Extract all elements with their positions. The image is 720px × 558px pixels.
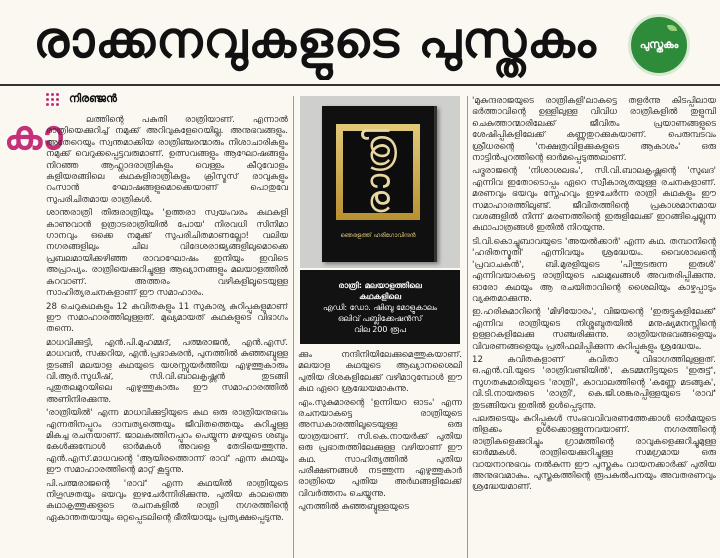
article-column-3 — [472, 96, 716, 558]
paragraph: ശാന്തരാത്രി തിരുരാത്രിയും 'ഉത്തരാ സ്വയംവരം കഥകളി കാണുവാൻ ഉത്രാടരാത്രിയിൽ പോയ' നിരവധി സിനിമാ ഗാനവും ഒക്കെ നമുക്ക് സുപരിചിതമാണല്ലോ! വലിയ നഗരങ്ങളിലും ചില വിദേശരാജ്യങ്ങളിലുമൊക്കെ പ്രബലമായിക്കഴിഞ്ഞ രാവാഘോഷം ഇനിയും ഇവിടെ അപ്രാപ്യം. രാത്രിയെക്കുറിച്ചുള്ള ആഖ്യാനങ്ങളും മലയാളത്തിൽ കുറവാണ്. അത്തരം വഴികളിലൂടെയുള്ള സാഹിത്യരചനകളാണ് ഈ സമാഹാരം. — [46, 208, 288, 299]
caption-line: രാത്രി: മലയാളത്തിലെ — [338, 280, 422, 290]
paragraph: പുനത്തിൽ കുഞ്ഞബ്ദുള്ളയുടെ — [298, 502, 409, 513]
paragraph: മാധവിക്കുട്ടി, എൻ.പി.മുഹമ്മദ്, പത്മരാജൻ, എൻ.എസ്. മാധവൻ, സക്കറിയ, എൻ.പ്രഭാകരൻ, പുനത്തിൽ കുഞ്ഞബ്ദുള്ള തുടങ്ങി മലയാള കഥയുടെ യശസ്സുയർത്തിയ എഴുത്തുകാരും വി.ആർ.സുധീഷ്, സി.വി.ബാലകൃഷ്ണൻ തുടങ്ങി പുതുതലമുറയിലെ എഴുത്തുകാരും ഈ സമാഹാരത്തിൽ അണിനിരക്കുന്നു. — [46, 337, 288, 405]
byline — [46, 92, 117, 106]
article-column-2 — [298, 350, 462, 558]
paragraph: ലത്തിന്റെ പകുതി രാത്രിയാണ്. എന്നാൽ രാത്രിയെക്കുറിച്ച് നമുക്ക് അറിവുകളേറെയില്ല. അനുഭവങ്ങളും. അതേറെയും സ്വന്തമാക്കിയ രാത്രിഞ്ചരന്മാരും നിശാചാരികളും നമുക്ക് വെറുക്കപ്പെട്ടവരുമാണ്. ഉത്സവങ്ങളും ആഘോഷങ്ങളും നിറഞ്ഞ ആഹ്ലാദരാത്രികളും വെള്ളം കീറുവോളം കളിയരങ്ങിലെ കഥകളിരാത്രികളും ക്രിസ്മസ് രാവുകളും റംസാൻ ഘോഷങ്ങളുമൊക്കെയാണ് പൊതുവേ സുപരിചിതമായ രാത്രികൾ. — [46, 115, 288, 205]
paragraph: ക്കും നന്ദിനിയിലേക്കുമെത്തുകയാണ്. മലയാള കഥയുടെ ആഖ്യാനശൈലി പുതിയ ദിശകളിലേക്ക് വഴിമാറുമ്പോൾ ഈ കഥ ഏറെ ശ്രദ്ധേയമാകുന്നു. — [298, 350, 462, 395]
article-column-1 — [46, 115, 288, 558]
column-divider — [293, 96, 294, 558]
dot-grid-icon — [46, 93, 59, 106]
section-badge — [628, 14, 690, 76]
paragraph: പദ്മരാജന്റെ 'നിശാശലഭം', സി.വി.ബാലകൃഷ്ണന്റെ 'സുഖദ' എന്നിവ ഇതോടൊപ്പം ഏറെ സ്വീകാര്യതയുള്ള രചനകളാണ്. മരണവും ഭയവും സ്നേഹവും ഇഴചേർന്ന രാത്രി കഥകളും ഈ സമാഹാരത്തിലുണ്ട്. ജീവിതത്തിന്റെ പ്രകാശമാനമായ വശങ്ങളിൽ നിന്ന് മരണത്തിന്റെ ഇരുളിലേക്ക് ഇറങ്ങിച്ചെല്ലുന്ന കഥാപാത്രങ്ങൾ ഇതിൽ നിറയുന്നു. — [472, 166, 716, 234]
cover-frame — [336, 124, 420, 220]
book-caption — [300, 270, 460, 344]
paragraph: 12 കവിതകളാണ് കവിതാ വിഭാഗത്തിലുള്ളത്. ഒ.എൻ.വി.യുടെ 'രാത്രിവണ്ടിയിൽ', കടമ്മനിട്ടയുടെ 'ഇരുട്ട്', സുഗതകുമാരിയുടെ 'രാത്രി', കാവാലത്തിന്റെ 'കണ്ണേ മടങ്ങുക', വി.ടി.നായരുടെ 'രാത്രി', കെ.ജി.ശങ്കരപ്പിള്ളയുടെ 'രാവ്' തുടങ്ങിയവ ഇതിൽ ഉൾപ്പെടുന്നു. — [472, 354, 716, 411]
cover-author: ഞെരളത്ത് ഹരിഗോവിന്ദൻ — [340, 232, 416, 239]
caption-line: എഡി: ഡോ. ഷിബു മോളുകാലം — [323, 302, 437, 312]
paragraph: എം.സുകുമാരന്റെ 'ഉന്നിയറ ഓടം' എന്ന രചനയാകട്ടെ രാത്രിയുടെ അന്ധകാരത്തിലൂടെയുള്ള ഒരു യാത്രയാണ്. സി.കെ.നായർക്ക് പുതിയ ഒരു പ്രഭാതത്തിലേക്കുള്ള വഴിയാണ് ഈ കഥ. സാഹിത്യത്തിൽ പുതിയ പരീക്ഷണങ്ങൾ നടത്തുന്ന എഴുത്തുകാർ രാത്രിയെ പുതിയ അർഥങ്ങളിലേക്ക് വിവർത്തനം ചെയ്യുന്നു. — [298, 397, 462, 499]
paragraph: 28 ചെറുകഥകളും 12 കവിതകളും 11 സുകാര്യ കുറിപ്പുകളുമാണ് ഈ സമാഹാരത്തിലുള്ളത്. മുഖ്യമായത് കഥകളുടെ വിഭാഗം തന്നെ. — [46, 301, 288, 335]
caption-price: വില 200 രൂപ — [354, 324, 406, 334]
book-cover-photo — [300, 96, 460, 268]
paragraph: 'മുകുന്ദരാജയുടെ രാത്രികളി'ലാകട്ടെ തളർന്നു കിടപ്പിലായ ഭർത്താവിന്റെ ഉള്ളിലുള്ള വിവിധ രാത്രികളിൽ തുളുമ്പി ചെകുത്താന്മാരിലേക്ക് ജീവിതം പ്രയാണങ്ങളുടെ ശേഷിപ്പികളിലേക്ക് കണ്ണുതുറക്കുകയാണ്. പെരുമ്പടവം ശ്രീധരന്റെ 'നക്ഷത്രവിളക്കുകളുടെ ആകാശം' ഒരു നാട്ടിൻപുറത്തിന്റെ ഓർമപ്പെടുത്തലാണ്. — [472, 96, 716, 164]
caption-line: ഒലിവ് പബ്ലിക്കേഷൻസ് — [337, 313, 423, 323]
article-headline: രാക്കനവുകളുടെ പുസ്തകം — [33, 10, 597, 69]
drop-cap: കാ — [4, 112, 63, 159]
paragraph: പി.പത്മരാജന്റെ 'രാവ്' എന്ന കഥയിൽ രാത്രിയുടെ നിഗൂഢതയും ഭയവും ഇഴചേർന്നിരിക്കുന്നു. പുതിയ കാലത്തെ കഥാകൃത്തുക്കളുടെ രചനകളിൽ രാത്രി നഗരത്തിന്റെ ഏകാന്തതയായും ഒറ്റപ്പെടലിന്റെ ഭീതിയായും പ്രത്യക്ഷപ്പെടുന്നു. — [46, 478, 288, 523]
cover-title: രാത്രി — [358, 128, 399, 216]
paragraph: പലരുടെയും കുറിപ്പുകൾ സംഭവവിവരണത്തേക്കാൾ ഓർമയുടെ തിളക്കം ഉൾക്കൊള്ളുന്നവയാണ്. നഗരത്തിന്റെ രാത്രികളെക്കുറിച്ചും ഗ്രാമത്തിന്റെ രാവുകളെക്കുറിച്ചുമുള്ള ഓർമ്മകൾ. രാത്രിയെക്കുറിച്ചുള്ള സമഗ്രമായ ഒരു വായനാനുഭവം നൽകുന്ന ഈ പുസ്തകം വായനക്കാർക്ക് പുതിയ അനുഭവമാകും. പുസ്തകത്തിന്റെ രൂപകൽപനയും അവതരണവും ശ്രദ്ധേയമാണ്. — [472, 413, 716, 493]
column-divider — [467, 96, 468, 558]
author-name: നിരഞ്ജൻ — [69, 92, 117, 105]
paragraph: 'രാത്രിയിൽ' എന്ന മാധവിക്കുട്ടിയുടെ കഥ ഒരു രാത്രിയനുഭവം എന്നതിനപ്പുറം ദാമ്പത്യത്തെയും ജീവിതത്തെയും കുറിച്ചുള്ള മികച്ച രചനയാണ്. ജാലകത്തിനപ്പുറം പെയ്യുന്ന മഴയുടെ ശബ്ദം കേൾക്കുമ്പോൾ ഓർമകൾ അവളെ തേടിയെത്തുന്നു. എൻ.എസ്.മാധവന്റെ 'ആയിരത്തൊന്ന് രാവ്' എന്ന കഥയും ഈ സമാഹാരത്തിന്റെ മാറ്റ് കൂട്ടുന്നു. — [46, 408, 288, 476]
paragraph: ഇ.ഹരികുമാറിന്റെ 'മിഴിയോരം', വിജയന്റെ 'ഇരുട്ടുകളിലേക്ക്' എന്നിവ രാത്രിയുടെ നിശ്ശബ്ദതയിൽ മനുഷ്യമനസ്സിന്റെ ഉള്ളറകളിലേക്കു സഞ്ചരിക്കുന്നു. രാത്രിയനുഭവങ്ങളെയും വിവരണങ്ങളെയും പ്രതിഫലിപ്പിക്കുന്ന കുറിപ്പുകളും ശ്രദ്ധേയം. — [472, 307, 716, 352]
book — [322, 106, 437, 262]
section-badge-label: പുസ്തകം — [639, 38, 679, 51]
headline-rule — [0, 84, 720, 86]
caption-line: കഥകളിലെ — [359, 291, 401, 301]
leaf-icon — [667, 25, 677, 31]
paragraph: ടി.വി.കൊച്ചുബാവയുടെ 'അയൽക്കാർ' എന്ന കഥ. തമ്പാനിന്റെ 'ഹരിതസ്മൃതി' എന്നിവയും ശ്രദ്ധേയം. വൈശാഖന്റെ 'പ്രവാചകൻ', ബി.മുരളിയുടെ 'പിന്തുടരുന്ന ഇരുൾ' എന്നിവയാകട്ടെ രാത്രിയുടെ പലമുഖങ്ങൾ അവതരിപ്പിക്കുന്നു. ഓരോ കഥയും ആ രചയിതാവിന്റെ ശൈലിയും കാഴ്ചപ്പാടും വ്യക്തമാക്കുന്നു. — [472, 236, 716, 304]
